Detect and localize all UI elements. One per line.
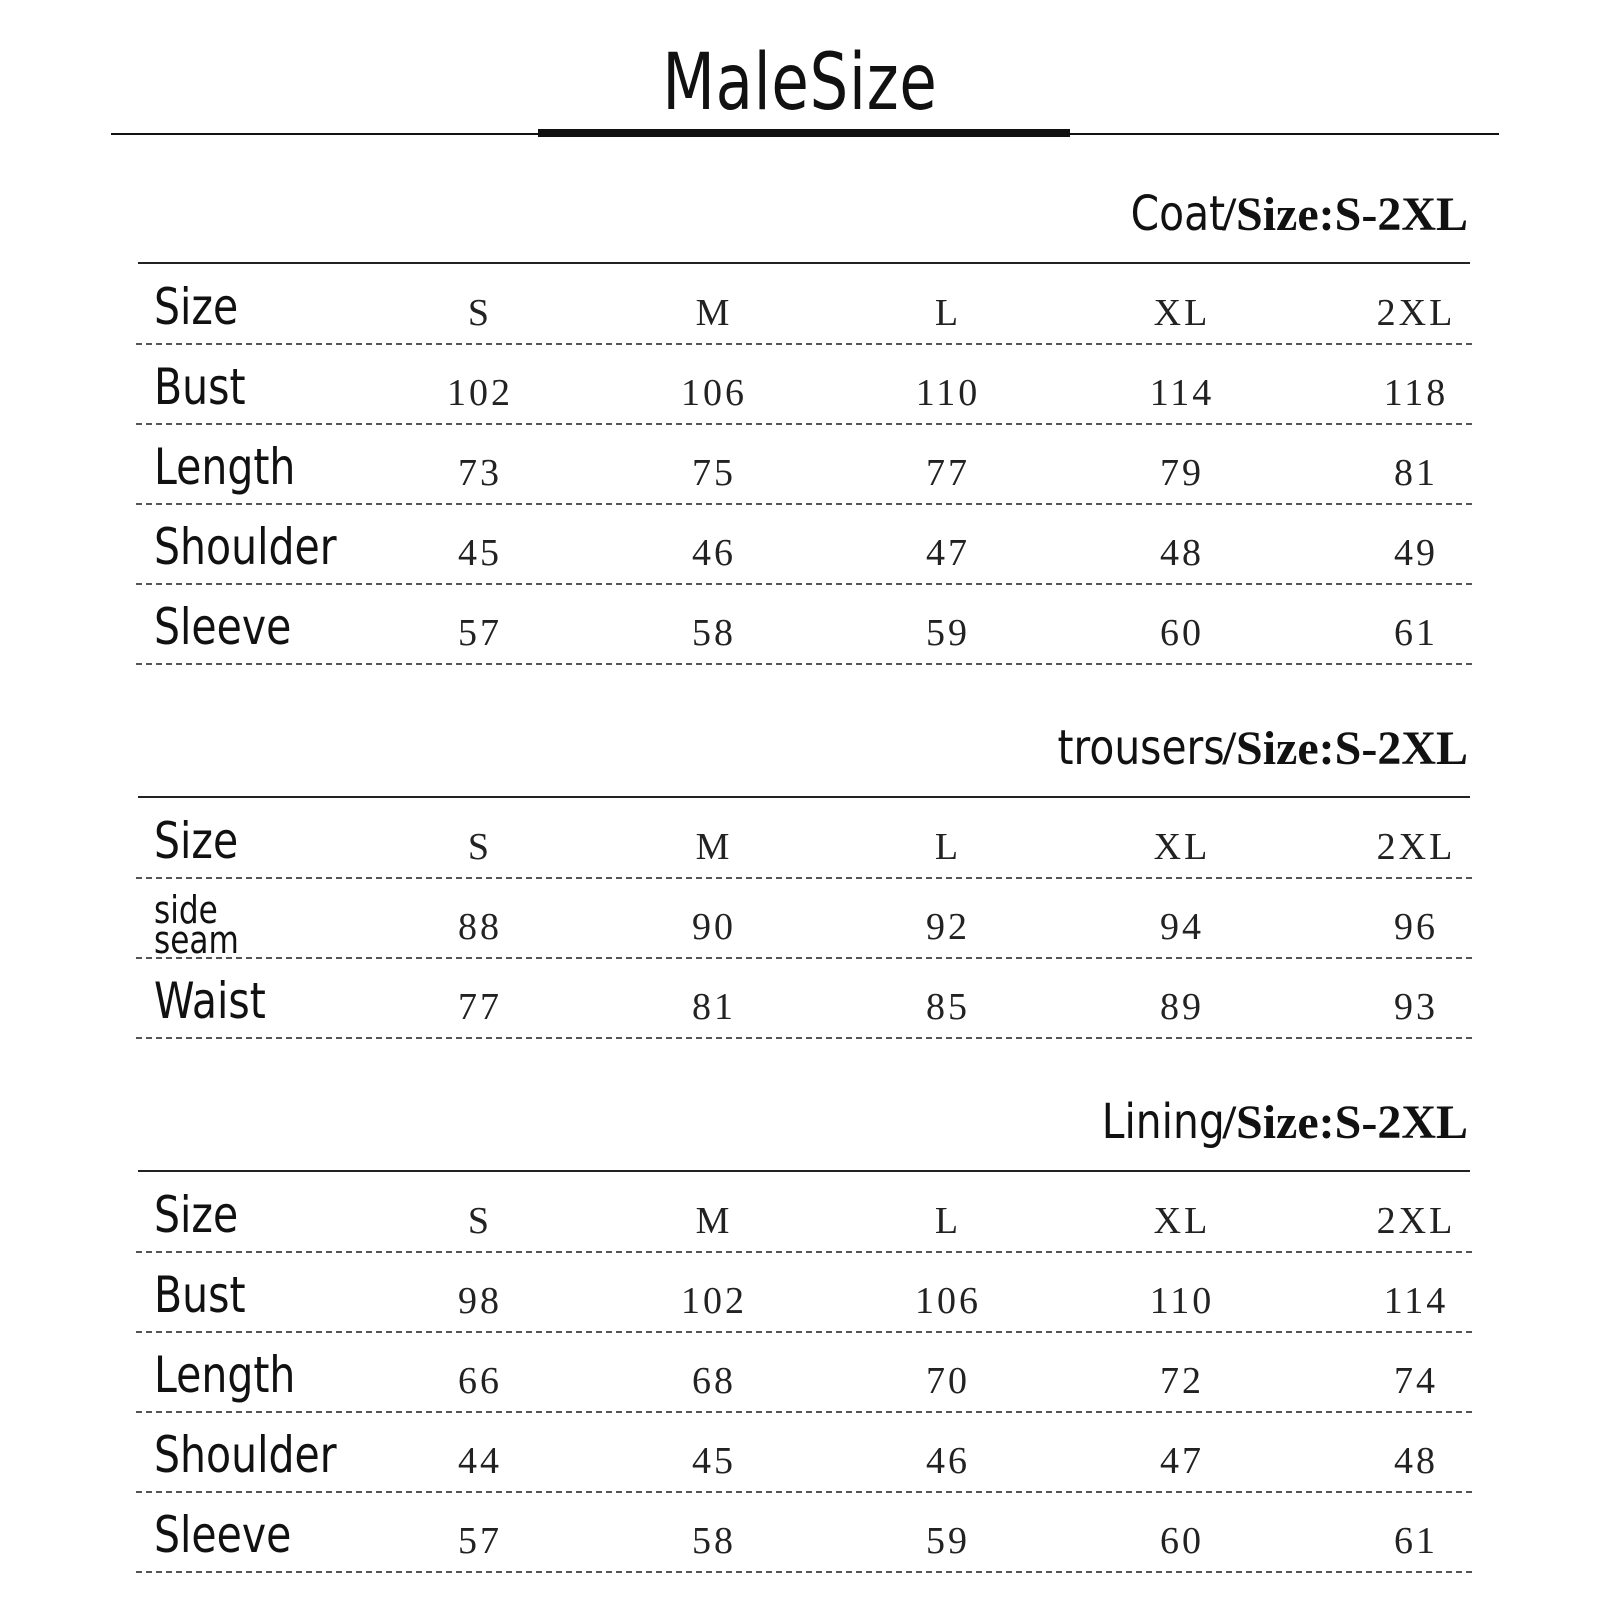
row-label: Length: [154, 1346, 296, 1404]
size-l: L: [934, 1200, 962, 1242]
table-cell: 48: [1394, 1440, 1438, 1482]
size-2xl: 2XL: [1376, 1200, 1456, 1242]
size-s: S: [467, 826, 493, 868]
table-row: [136, 584, 1472, 665]
table-row: [136, 504, 1472, 585]
size-m: M: [695, 292, 733, 334]
section-name: Lining: [1101, 1094, 1225, 1150]
table-cell: 77: [458, 986, 502, 1028]
table-cell: 85: [926, 986, 970, 1028]
table-cell: 72: [1160, 1360, 1204, 1402]
table-cell: 81: [692, 986, 736, 1028]
table-cell: 74: [1394, 1360, 1438, 1402]
size-s: S: [467, 1200, 493, 1242]
table-cell: 110: [1149, 1280, 1215, 1322]
section-size-range: /Size:S-2XL: [1222, 1096, 1468, 1149]
table-cell: 75: [692, 452, 736, 494]
row-label: Size: [154, 1186, 239, 1244]
table-cell: 66: [458, 1360, 502, 1402]
table-row: [136, 1492, 1472, 1573]
row-label: side seam: [154, 888, 239, 962]
table-cell: 45: [458, 532, 502, 574]
table-cell: 47: [1160, 1440, 1204, 1482]
table-cell: 90: [692, 906, 736, 948]
table-row: [136, 424, 1472, 505]
table-cell: 68: [692, 1360, 736, 1402]
table-cell: 46: [926, 1440, 970, 1482]
table-cell: 114: [1149, 372, 1215, 414]
table-cell: 61: [1394, 1520, 1438, 1562]
size-xl: XL: [1153, 1200, 1211, 1242]
table-row: [136, 1252, 1472, 1333]
table-cell: 93: [1394, 986, 1438, 1028]
row-label: Sleeve: [154, 1506, 292, 1564]
table-cell: 88: [458, 906, 502, 948]
table-cell: 96: [1394, 906, 1438, 948]
table-cell: 102: [681, 1280, 747, 1322]
size-header-row: [136, 798, 1472, 879]
table-cell: 57: [458, 612, 502, 654]
table-cell: 89: [1160, 986, 1204, 1028]
size-header-row: [136, 264, 1472, 345]
row-label: Shoulder: [154, 518, 337, 576]
table-cell: 49: [1394, 532, 1438, 574]
table-cell: 44: [458, 1440, 502, 1482]
size-xl: XL: [1153, 826, 1211, 868]
table-cell: 59: [926, 612, 970, 654]
table-cell: 57: [458, 1520, 502, 1562]
table-cell: 48: [1160, 532, 1204, 574]
size-m: M: [695, 826, 733, 868]
size-l: L: [934, 292, 962, 334]
row-label: Sleeve: [154, 598, 292, 656]
table-cell: 61: [1394, 612, 1438, 654]
size-header-row: [136, 1172, 1472, 1253]
section-heading: [1114, 186, 1468, 246]
table-cell: 58: [692, 612, 736, 654]
table-cell: 45: [692, 1440, 736, 1482]
table-cell: 70: [926, 1360, 970, 1402]
row-label: Shoulder: [154, 1426, 337, 1484]
table-row: [136, 344, 1472, 425]
table-row: [136, 1332, 1472, 1413]
row-label: Bust: [154, 358, 246, 416]
row-label: Length: [154, 438, 296, 496]
table-cell: 46: [692, 532, 736, 574]
table-cell: 98: [458, 1280, 502, 1322]
row-label: Bust: [154, 1266, 246, 1324]
section-size-range: /Size:S-2XL: [1222, 722, 1468, 775]
size-xl: XL: [1153, 292, 1211, 334]
row-label: Size: [154, 812, 239, 870]
table-row: [136, 878, 1472, 962]
size-s: S: [467, 292, 493, 334]
size-2xl: 2XL: [1376, 826, 1456, 868]
section-name: Coat: [1130, 186, 1225, 242]
table-cell: 60: [1160, 612, 1204, 654]
table-row: [136, 1412, 1472, 1493]
size-m: M: [695, 1200, 733, 1242]
table-cell: 73: [458, 452, 502, 494]
size-l: L: [934, 826, 962, 868]
table-cell: 102: [447, 372, 513, 414]
table-cell: 81: [1394, 452, 1438, 494]
title-underline-bar: [538, 129, 1070, 137]
table-cell: 110: [915, 372, 981, 414]
page-header: [0, 0, 1600, 150]
table-cell: 114: [1383, 1280, 1449, 1322]
table-row: [136, 958, 1472, 1039]
section-size-range: /Size:S-2XL: [1222, 188, 1468, 241]
size-2xl: 2XL: [1376, 292, 1456, 334]
table-cell: 106: [681, 372, 747, 414]
table-cell: 59: [926, 1520, 970, 1562]
table-cell: 77: [926, 452, 970, 494]
section-heading: [1028, 720, 1468, 780]
table-cell: 118: [1383, 372, 1449, 414]
table-cell: 106: [915, 1280, 981, 1322]
page-title: MaleSize: [662, 38, 938, 128]
section-name: trousers: [1057, 720, 1225, 776]
table-cell: 94: [1160, 906, 1204, 948]
table-cell: 79: [1160, 452, 1204, 494]
row-label: Size: [154, 278, 239, 336]
table-cell: 92: [926, 906, 970, 948]
table-cell: 58: [692, 1520, 736, 1562]
section-heading: [1080, 1094, 1468, 1154]
row-label: Waist: [154, 972, 266, 1030]
table-cell: 60: [1160, 1520, 1204, 1562]
table-cell: 47: [926, 532, 970, 574]
